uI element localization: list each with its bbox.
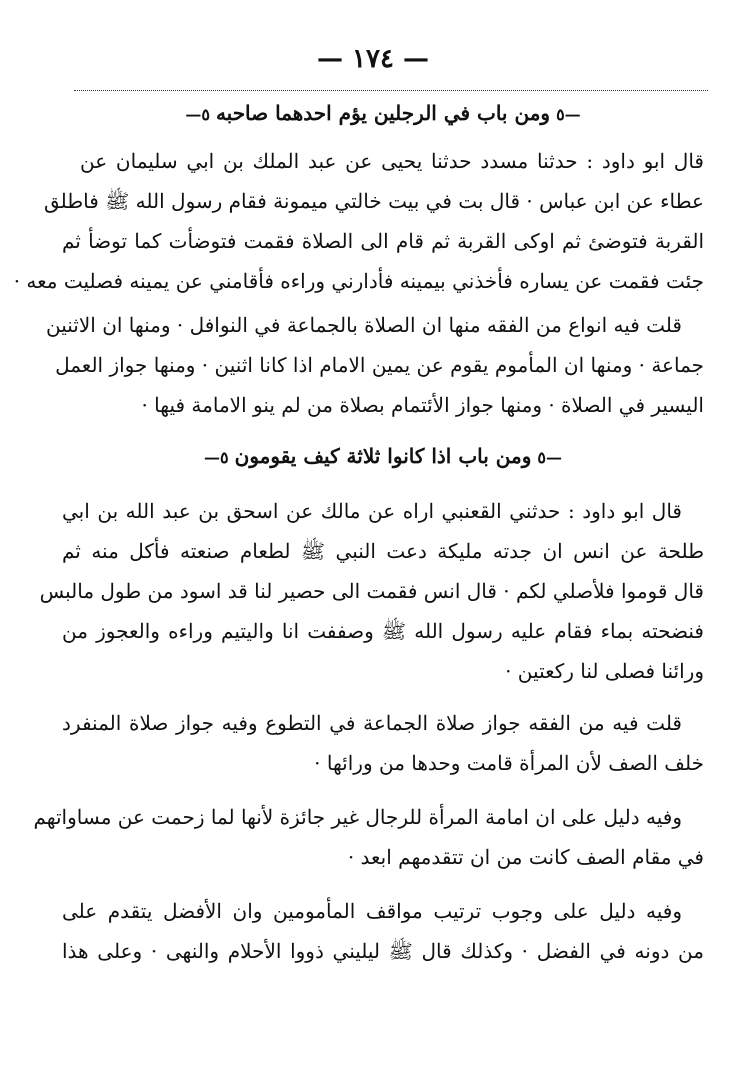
ornament-icon: —٥ bbox=[556, 105, 581, 124]
text-line: من دونه في الفضل · وكذلك قال ﷺ ليليني ذووا الأحلام والنهى · وعلى هذا bbox=[62, 939, 704, 963]
text-line: القربة فتوضئ ثم اوكى القربة ثم قام الى الصلاة فقمت فتوضأت كما توضأ ثم bbox=[62, 229, 704, 253]
text-line: قلت فيه انواع من الفقه منها ان الصلاة بالجماعة في النوافل · ومنها ان الاثنين bbox=[46, 313, 682, 337]
text-line: جئت فقمت عن يساره فأخذني بيمينه فأدارني وراءه فأقامني عن يمينه فصليت معه · bbox=[13, 269, 704, 293]
header-rule bbox=[74, 90, 708, 91]
text-line: ورائنا فصلى لنا ركعتين · bbox=[505, 659, 704, 683]
text-line: في مقام الصف كانت من ان تتقدمهم ابعد · bbox=[347, 845, 704, 869]
ornament-icon: —٥ bbox=[537, 448, 562, 467]
section-heading-text: ومن باب في الرجلين يؤم احدهما صاحبه bbox=[215, 101, 551, 125]
ornament-icon: ٥— bbox=[185, 105, 210, 124]
text-line: قال ابو داود : حدثني القعنبي اراه عن مالك عن اسحق بن عبد الله بن ابي bbox=[62, 499, 682, 523]
section-heading-text: ومن باب اذا كانوا ثلاثة كيف يقومون bbox=[234, 444, 532, 468]
text-line: وفيه دليل على ان امامة المرأة للرجال غير جائزة لأنها لما زحمت عن مساواتهم bbox=[33, 805, 682, 829]
section-heading-1 bbox=[60, 101, 706, 125]
text-line: قال ابو داود : حدثنا مسدد حدثنا يحيى عن عبد الملك بن ابي سليمان عن bbox=[80, 149, 704, 173]
text-line: اليسير في الصلاة · ومنها جواز الأئتمام بصلاة من لم ينو الامامة فيها · bbox=[141, 393, 704, 417]
text-line: جماعة · ومنها ان المأموم يقوم عن يمين الامام اذا كانا اثنين · ومنها جواز العمل bbox=[55, 353, 704, 377]
section-heading-2 bbox=[60, 444, 706, 468]
text-line: خلف الصف لأن المرأة قامت وحدها من ورائها · bbox=[314, 751, 704, 775]
text-line: طلحة عن انس ان جدته مليكة دعت النبي ﷺ لطعام صنعته فأكل منه ثم bbox=[62, 539, 704, 563]
ornament-icon: ٥— bbox=[204, 448, 229, 467]
page-number: — ١٧٤ — bbox=[316, 44, 430, 74]
text-line: عطاء عن ابن عباس · قال بت في بيت خالتي ميمونة فقام رسول الله ﷺ فاطلق bbox=[43, 189, 704, 213]
text-line: وفيه دليل على وجوب ترتيب مواقف المأمومين وان الأفضل يتقدم على bbox=[62, 899, 682, 923]
text-line: قلت فيه من الفقه جواز صلاة الجماعة في التطوع وفيه جواز صلاة المنفرد bbox=[62, 711, 682, 735]
text-line: فنضحته بماء فقام عليه رسول الله ﷺ وصففت انا واليتيم وراءه والعجوز من bbox=[62, 619, 704, 643]
text-line: قال قوموا فلأصلي لكم · قال انس فقمت الى حصير لنا قد اسود من طول مالبس bbox=[39, 579, 704, 603]
